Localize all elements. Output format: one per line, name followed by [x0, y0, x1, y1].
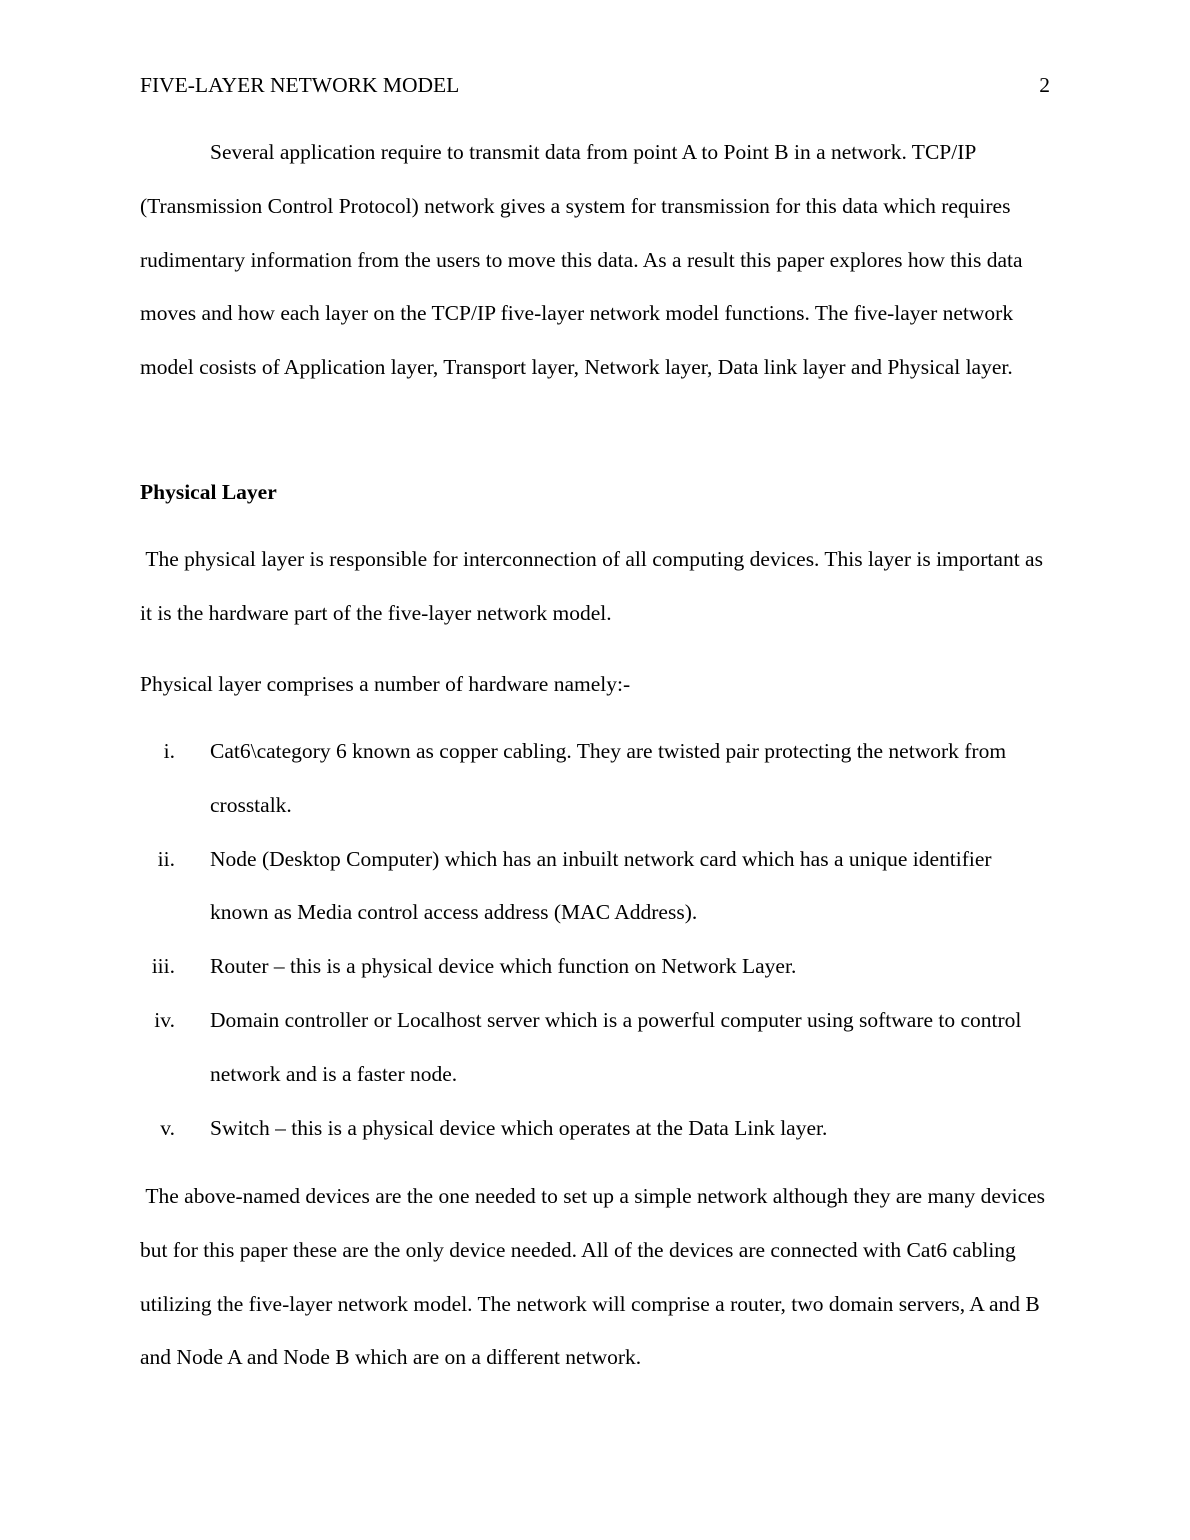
page-number: 2: [1039, 73, 1050, 97]
list-item: [140, 725, 1052, 833]
hardware-intro-paragraph: Physical layer comprises a number of hardware namely:-: [140, 672, 631, 696]
list-marker: iii.: [151, 954, 175, 979]
hardware-list: [140, 725, 1052, 1155]
list-marker: i.: [163, 739, 175, 763]
list-item-text: Domain controller or Localhost server which is a powerful computer using software to control network and is a faster node.: [210, 1007, 1022, 1086]
list-marker: v.: [160, 1115, 175, 1140]
list-marker: iv.: [154, 1007, 175, 1032]
list-item: [140, 833, 1052, 941]
list-item: [140, 940, 1052, 994]
physical-layer-paragraph: The physical layer is responsible for interconnection of all computing devices. This layer is important as it is the hardware part of the five-layer network model.: [140, 547, 1049, 625]
devices-paragraph: The above-named devices are the one needed to set up a simple network although they are many devices but for this paper these are the only device needed. All of the devices are connected with Cat6 cabling utilizing the five-layer network model. The network will comprise a router, two domain servers, A and B and Node A and Node B which are on a different network.: [140, 1184, 1051, 1370]
list-item: [140, 1102, 1052, 1156]
running-title: FIVE-LAYER NETWORK MODEL: [140, 73, 460, 97]
page-header: [140, 70, 1050, 100]
intro-paragraph: Several application require to transmit data from point A to Point B in a network. TCP/IP (Transmission Control Protocol) network gives a system for transmission for this data which requires rudimentary information from the users to move this data. As a result this paper explores how this data moves and how each layer on the TCP/IP five-layer network model functions. The five-layer network model cosists of Application layer, Transport layer, Network layer, Data link layer and Physical layer.: [140, 140, 1023, 380]
list-item: [140, 994, 1052, 1102]
list-item-text: Switch – this is a physical device which operates at the Data Link layer.: [210, 1115, 828, 1140]
list-item-text: Cat6\category 6 known as copper cabling. They are twisted pair protecting the network from crosstalk.: [210, 739, 1007, 817]
section-heading: Physical Layer: [140, 480, 277, 504]
list-item-text: Router – this is a physical device which function on Network Layer.: [210, 954, 797, 979]
list-item-text: Node (Desktop Computer) which has an inbuilt network card which has a unique identifier known as Media control access address (MAC Address).: [210, 846, 992, 925]
list-marker: ii.: [157, 846, 175, 871]
